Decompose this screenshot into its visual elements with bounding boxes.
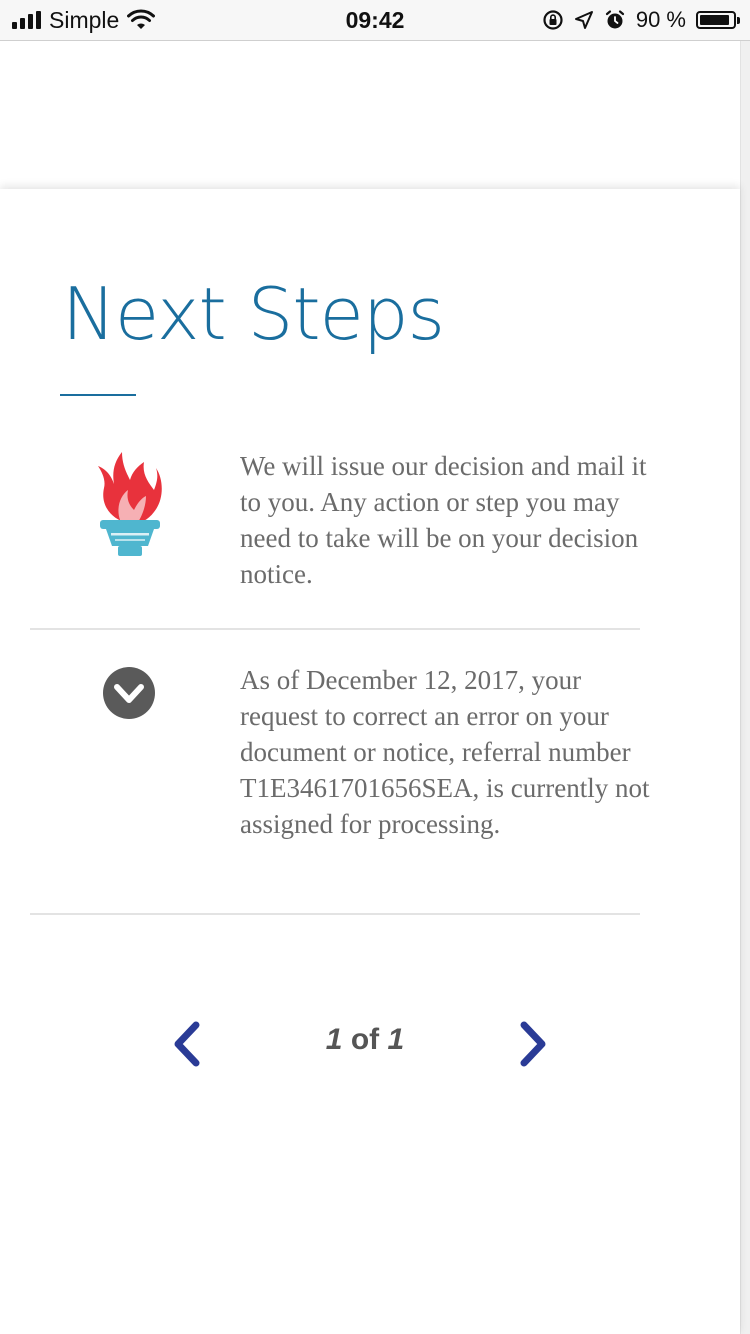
step-status-description: As of December 12, 2017, your request to correct an error on your document or notice, referral number T1E3461701656SEA, is currently not assigned for processing. [240, 665, 650, 839]
battery-fill [700, 15, 729, 25]
torch-icon [94, 450, 166, 558]
chevron-down-circle-icon[interactable] [102, 666, 156, 720]
current-page: 1 [325, 1023, 343, 1056]
page-separator: of [350, 1023, 380, 1056]
rotation-lock-icon [542, 9, 564, 31]
status-bar [0, 0, 750, 41]
divider [30, 913, 640, 915]
status-right [542, 6, 736, 34]
step-description: We will issue our decision and mail it to you. Any action or step you may need to take will be on your decision notice. [240, 451, 647, 589]
battery-percent: 90 % [635, 7, 686, 32]
chevron-right-icon [524, 1025, 542, 1063]
divider [30, 628, 640, 630]
scrollbar-track[interactable] [740, 41, 750, 1334]
battery-icon [696, 11, 736, 29]
pagination [0, 1015, 740, 1071]
alarm-clock-icon [604, 9, 626, 31]
total-pages: 1 [387, 1023, 405, 1056]
title-underline [60, 394, 136, 396]
status-time: 09:42 [345, 7, 405, 33]
page-indicator [300, 1023, 430, 1057]
location-arrow-icon [574, 10, 594, 30]
carrier-name: Simple [49, 6, 120, 33]
next-page-button[interactable] [512, 1019, 552, 1069]
header-spacer [0, 41, 740, 189]
chevron-left-icon [178, 1025, 196, 1063]
page-title: Next Steps [62, 272, 445, 356]
previous-page-button[interactable] [168, 1019, 208, 1069]
